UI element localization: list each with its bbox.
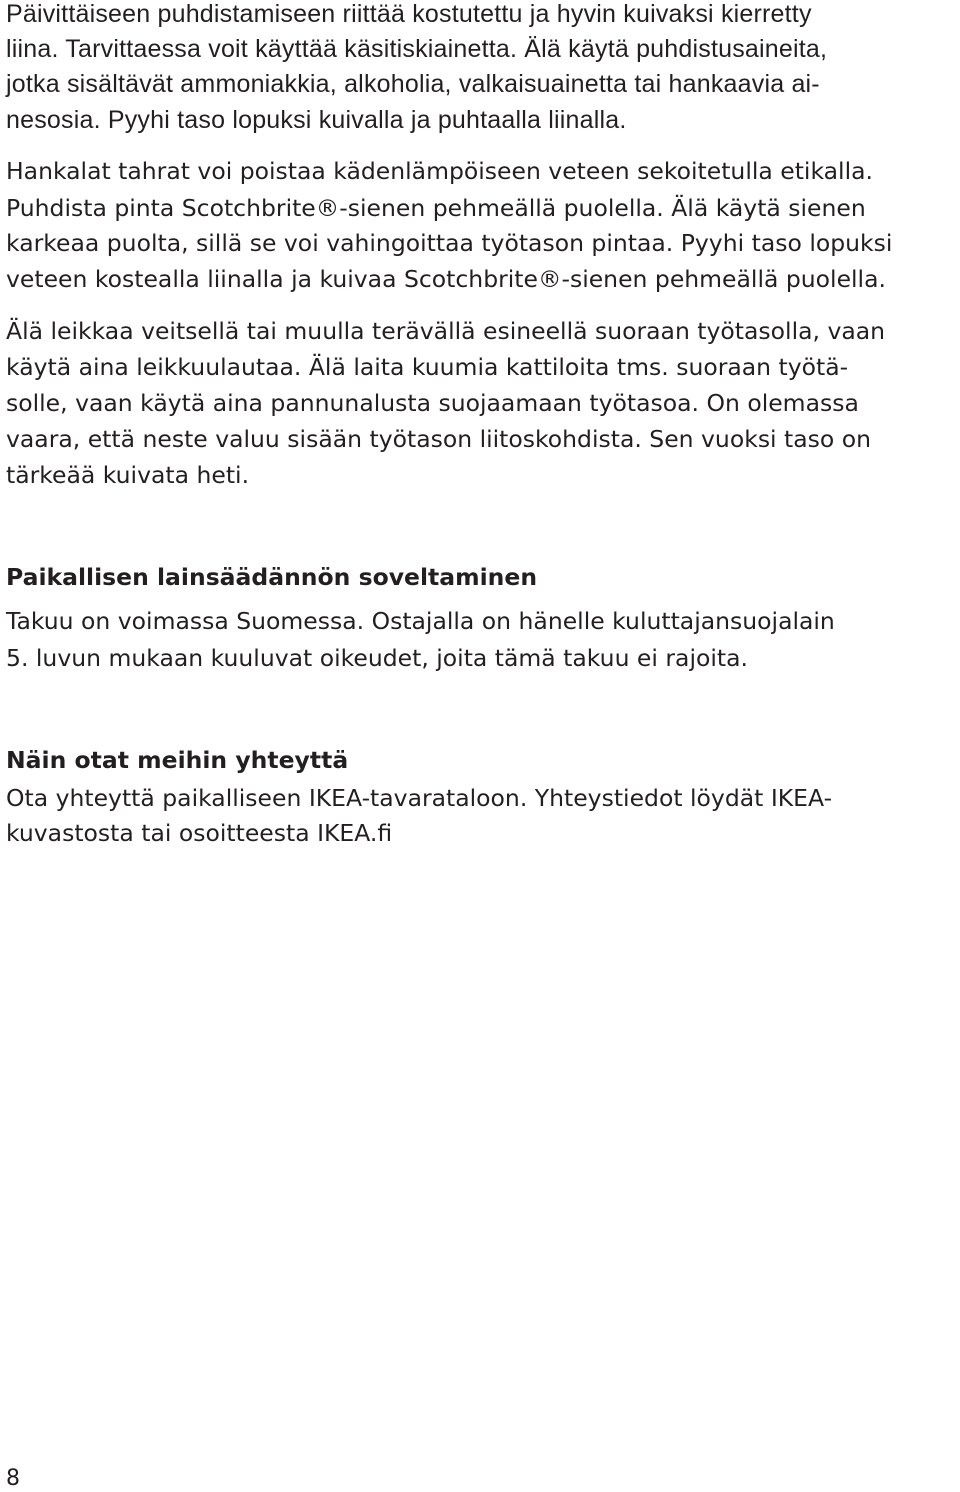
warning-line: solle, vaan käytä aina pannunalusta suojaamaan työtasoa. On olemassa <box>6 389 859 417</box>
page-number: 8 <box>6 1466 20 1491</box>
contact-line: Ota yhteyttä paikalliseen IKEA-tavarataloon. Yhteystiedot löydät IKEA- <box>6 784 833 812</box>
stains-line: veteen kostealla liinalla ja kuivaa Scotchbrite®-sienen pehmeällä puolella. <box>6 265 886 293</box>
intro-line: liina. Tarvittaessa voit käyttää käsitiskiainetta. Älä käytä puhdistusaineita, <box>6 35 828 63</box>
stains-line: karkeaa puolta, sillä se voi vahingoittaa työtason pintaa. Pyyhi taso lopuksi <box>6 229 893 257</box>
intro-line: Päivittäiseen puhdistamiseen riittää kostutettu ja hyvin kuivaksi kierretty <box>6 0 812 28</box>
stains-line: Hankalat tahrat voi poistaa kädenlämpöiseen veteen sekoitetulla etikalla. <box>6 157 873 185</box>
intro-line: nesosia. Pyyhi taso lopuksi kuivalla ja puhtaalla liinalla. <box>6 106 627 134</box>
law-heading: Paikallisen lainsäädännön soveltaminen <box>6 563 538 591</box>
stains-line: Puhdista pinta Scotchbrite®-sienen pehmeällä puolella. Älä käytä sienen <box>6 194 866 222</box>
warning-line: käytä aina leikkuulautaa. Älä laita kuumia kattiloita tms. suoraan työtä- <box>6 353 849 381</box>
warning-line: Älä leikkaa veitsellä tai muulla terävällä esineellä suoraan työtasolla, vaan <box>6 317 886 345</box>
law-line: 5. luvun mukaan kuuluvat oikeudet, joita tämä takuu ei rajoita. <box>6 644 748 672</box>
warning-line: vaara, että neste valuu sisään työtason liitoskohdista. Sen vuoksi taso on <box>6 425 872 453</box>
warning-line: tärkeää kuivata heti. <box>6 461 250 489</box>
intro-line: jotka sisältävät ammoniakkia, alkoholia, valkaisuainetta tai hankaavia ai- <box>6 70 820 98</box>
contact-heading: Näin otat meihin yhteyttä <box>6 746 349 774</box>
contact-line: kuvastosta tai osoitteesta IKEA.fi <box>6 819 393 847</box>
law-line: Takuu on voimassa Suomessa. Ostajalla on hänelle kuluttajansuojalain <box>6 607 835 635</box>
